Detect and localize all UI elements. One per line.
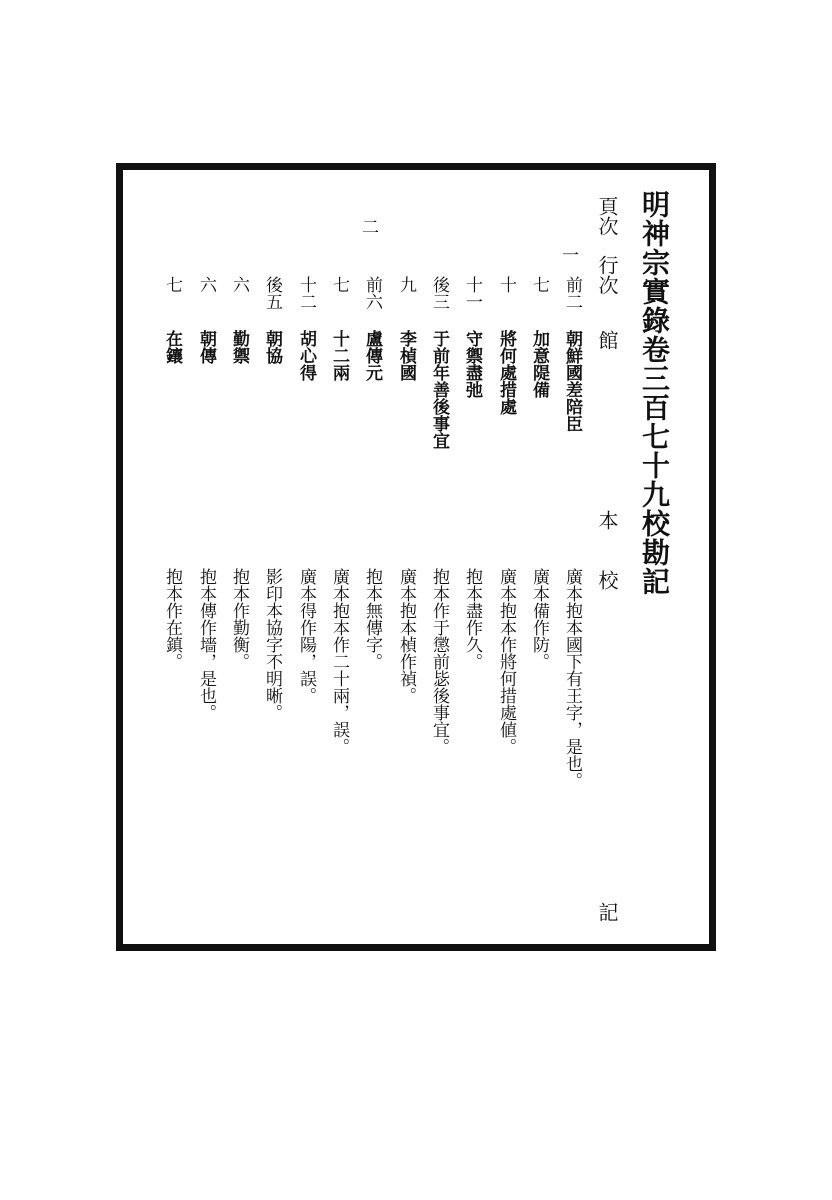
entry-line: 後五 [262,276,282,310]
entry-note: 廣本抱本作二十兩，誤。 [329,568,349,755]
entry-line: 七 [329,276,349,293]
entry-note: 廣本抱本楨作禎。 [396,568,416,704]
entry-line: 十二 [296,276,316,310]
entry-term: 十二兩 [329,330,349,381]
entry-term: 盧傳元 [362,330,382,381]
entry-term: 在鑲 [162,330,182,364]
entry-note: 廣本得作陽，誤。 [296,568,316,704]
entry-line: 七 [529,276,549,293]
entry-term: 朝傳 [196,330,216,364]
entry-page: 二 [358,218,378,235]
entry-note: 抱本作于懲前毖後事宜。 [429,568,449,755]
entry-term: 朝協 [262,330,282,364]
entry-term: 朝鮮國差陪臣 [562,330,582,432]
header-line-label: 行次 [595,255,619,295]
entry-note: 抱本盡作久。 [462,568,482,670]
header-notes: 記 [595,902,619,922]
entry-line: 九 [396,276,416,293]
entry-note: 抱本無傳字。 [362,568,382,670]
header-page-label: 頁次 [595,196,619,236]
entry-note: 廣本抱本作將何措處値。 [496,568,516,755]
entry-line: 十一 [462,276,482,310]
entry-line: 後三 [429,276,449,310]
header-museum-char: 館 [595,330,619,350]
entry-page: 一 [558,246,578,263]
entry-line: 前六 [362,276,382,310]
document-title: 明神宗實錄卷三百七十九校勘記 [638,190,671,596]
entry-note: 抱本傳作墻，是也。 [196,568,216,721]
entry-term: 守禦盡弛 [462,330,482,398]
entry-line: 六 [229,276,249,293]
entry-note: 抱本作勤衡。 [229,568,249,670]
entry-line: 七 [162,276,182,293]
entry-note: 影印本協字不明晰。 [262,568,282,721]
entry-note: 抱本作在鎮。 [162,568,182,670]
entry-note: 廣本備作防。 [529,568,549,670]
header-collation: 校 [595,570,619,590]
entry-term: 于前年善後事宜 [429,330,449,449]
entry-line: 十 [496,276,516,293]
entry-line: 六 [196,276,216,293]
header-museum-variant: 本 [595,510,619,530]
entry-term: 李楨國 [396,330,416,381]
entry-term: 勤禦 [229,330,249,364]
entry-term: 胡心得 [296,330,316,381]
entry-note: 廣本抱本國下有王字，是也。 [562,568,582,789]
entry-term: 將何處措處 [496,330,516,415]
entry-line: 前二 [562,276,582,310]
entry-term: 加意隄備 [529,330,549,398]
